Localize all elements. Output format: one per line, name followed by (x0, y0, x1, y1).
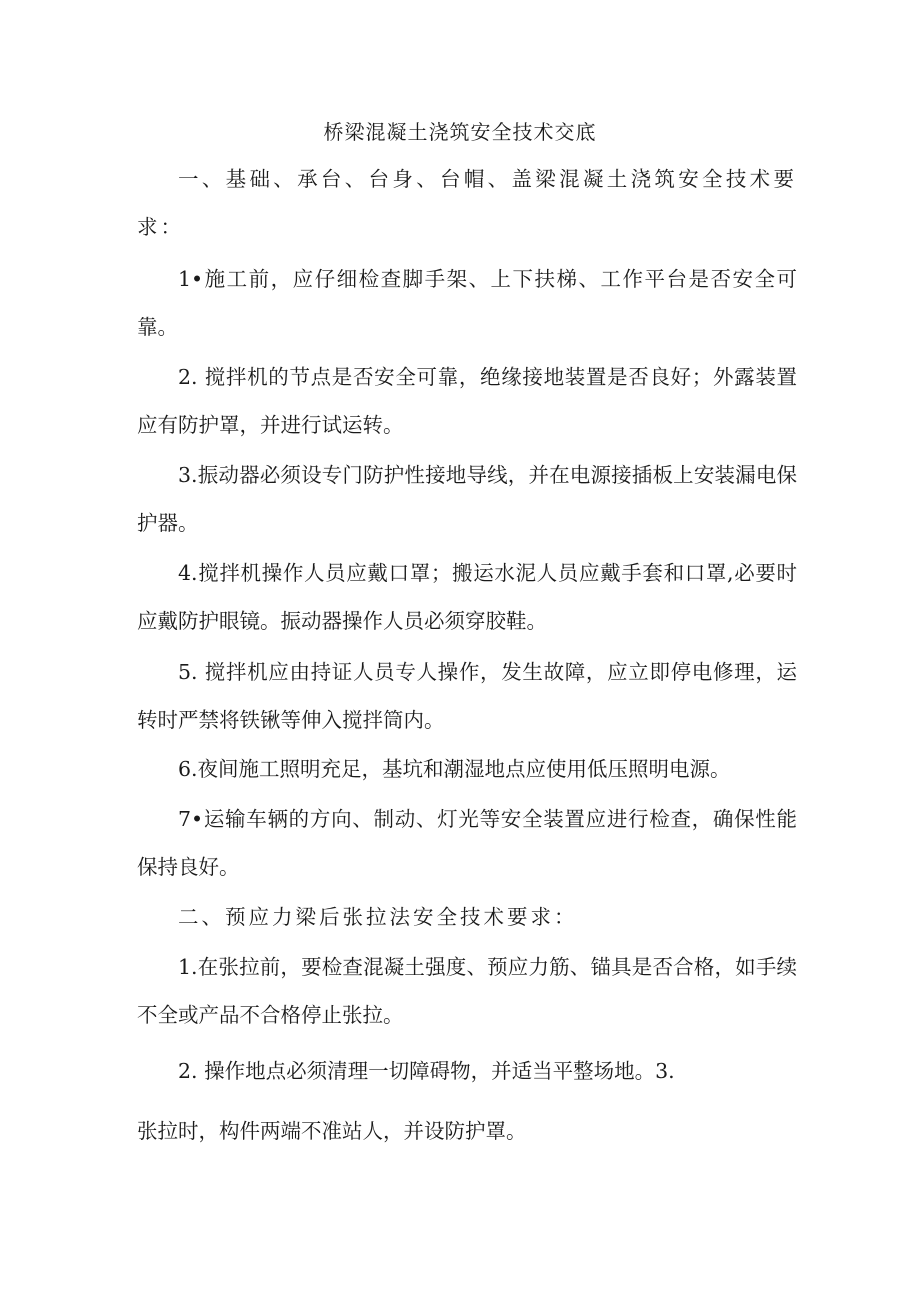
paragraph: 4.搅拌机操作人员应戴口罩；搬运水泥人员应戴手套和口罩,必要时应戴防护眼镜。振动器操作人员必须穿胶鞋。 (137, 561, 797, 633)
paragraph: 2. 搅拌机的节点是否安全可靠，绝缘接地装置是否良好；外露装置应有防护罩，并进行试运转。 (137, 365, 797, 437)
section-heading-2: 二、预应力梁后张拉法安全技术要求： (178, 905, 578, 929)
section-heading-1: 一、基础、承台、台身、台帽、盖梁混凝土浇筑安全技术要求： (137, 167, 797, 239)
document-title: 桥梁混凝土浇筑安全技术交底 (323, 120, 597, 144)
paragraph: 1.在张拉前，要检查混凝土强度、预应力筋、锚具是否合格，如手续不全或产品不合格停止张拉。 (137, 955, 797, 1027)
paragraph: 6.夜间施工照明充足，基坑和潮湿地点应使用低压照明电源。 (178, 757, 731, 781)
paragraph: 2. 操作地点必须清理一切障碍物，并适当平整场地。3. (178, 1059, 675, 1083)
paragraph: 1•施工前，应仔细检查脚手架、上下扶梯、工作平台是否安全可靠。 (137, 267, 797, 339)
paragraph: 5. 搅拌机应由持证人员专人操作，发生故障，应立即停电修理，运转时严禁将铁锹等伸入搅拌筒内。 (137, 660, 797, 732)
paragraph: 张拉时，构件两端不准站人，并设防护罩。 (137, 1119, 527, 1143)
paragraph: 3.振动器必须设专门防护性接地导线，并在电源接插板上安装漏电保护器。 (137, 463, 797, 535)
paragraph: 7•运输车辆的方向、制动、灯光等安全装置应进行检查，确保性能保持良好。 (137, 807, 797, 879)
